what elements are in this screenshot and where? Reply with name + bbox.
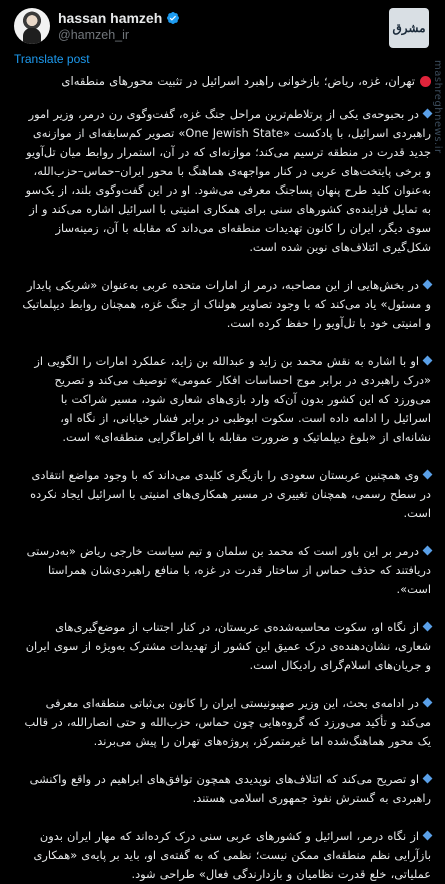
paragraph bbox=[22, 827, 431, 884]
paragraph-text: او تصریح می‌کند که ائتلاف‌های نوپدیدی همچون توافق‌های ابراهیم در واقع واکنشی راهبردی به گسترش نفوذ جمهوری اسلامی هستند. bbox=[29, 772, 431, 805]
paragraph-text: وی همچنین عربستان سعودی را بازیگری کلیدی می‌داند که با وجود مواضع انتقادی در سطح رسمی، همچنان تغییری در مسیر همکاری‌های امنیتی با اسرائیل ایجاد نکرده است. bbox=[30, 468, 431, 520]
paragraph-text: او با اشاره به نقش محمد بن زاید و عبدالله بن زاید، عملکرد امارات را الگویی از «درک راهبردی در برابر موج احساسات افکار عمومی» توصیف می‌کند و تصریح می‌ورزد که این کشور بدون آن‌که وارد بازی‌های شعاری شود، مسیر شراکت با اسرائیل را ادامه داده است. سکوت ابوظبی در برابر فشار خیابانی، از نگاه او، نشانه‌ای از «بلوغ دیپلماتیک و ضرورت مقابله با افراط‌گرایی منطقه‌ای» است. bbox=[34, 354, 431, 444]
post-title-line bbox=[22, 72, 431, 91]
avatar[interactable] bbox=[14, 8, 50, 44]
paragraph bbox=[22, 542, 431, 599]
blue-diamond-icon bbox=[423, 774, 433, 784]
paragraph-text: از نگاه او، سکوت محاسبه‌شده‌ی عربستان، در کنار اجتناب از موضع‌گیری‌های شعاری، نشان‌دهنده‌ی درک عمیق این کشور از تهدیدات مشترک به‌ویژه از سوی ایران و جریان‌های اسلام‌گرای رادیکال است. bbox=[25, 620, 431, 672]
red-circle-icon bbox=[420, 76, 431, 87]
translate-post-link[interactable]: Translate post bbox=[14, 52, 90, 66]
mashregh-logo: مشرق bbox=[389, 8, 429, 48]
paragraph bbox=[22, 694, 431, 751]
paragraph bbox=[22, 276, 431, 333]
blue-diamond-icon bbox=[423, 470, 433, 480]
paragraph bbox=[22, 105, 431, 257]
paragraph-text: در ادامه‌ی بحث، این وزیر صهیونیستی ایران را کانون بی‌ثباتی منطقه‌ای معرفی می‌کند و تأکید می‌ورزد که گروه‌هایی چون حماس، حزب‌الله و حتی انصارالله، در قالب یک محور هماهنگ‌شده اما غیرمتمرکز، پروژه‌های تهران را پیش می‌برند. bbox=[24, 696, 431, 748]
paragraph bbox=[22, 618, 431, 675]
paragraph-text: در بحبوحه‌ی یکی از پرتلاطم‌ترین مراحل جنگ غزه، گفت‌وگوی رن درمر، وزیر امور راهبردی اسرائیل، با پادکست «One Jewish State» تصویر کم‌سابقه‌ای از موازنه‌ی جدید قدرت در منطقه ترسیم می‌کند؛ موازنه‌ای که در آن، استمرار روابط میان تل‌آویو و برخی پایتخت‌های عربی در کنار مواجهه‌ی هماهنگ با محور ایران–حماس–حزب‌الله، به‌عنوان کلید طرح پنهان پساجنگ معرفی می‌شود. او در این گفت‌وگوی بلند، از یک‌سو به تمایل فزاینده‌ی کشورهای سنی برای همکاری امنیتی با اسرائیل اشاره می‌کند و از سوی دیگر، ایران را کانون تهدیدات منطقه‌ای می‌داند که مقابله با آن، زمینه‌ساز شکل‌گیری ائتلاف‌های نوین شده است. bbox=[25, 107, 431, 254]
post-header bbox=[14, 4, 431, 52]
author-display-name[interactable]: hassan hamzeh bbox=[58, 10, 163, 26]
blue-diamond-icon bbox=[423, 109, 433, 119]
paragraph bbox=[22, 770, 431, 808]
paragraph bbox=[22, 466, 431, 523]
author-name-row[interactable] bbox=[58, 10, 180, 26]
blue-diamond-icon bbox=[423, 546, 433, 556]
verified-badge-icon bbox=[166, 11, 180, 25]
blue-diamond-icon bbox=[423, 356, 433, 366]
blue-diamond-icon bbox=[423, 622, 433, 632]
blue-diamond-icon bbox=[423, 831, 433, 841]
author-handle[interactable]: @hamzeh_ir bbox=[58, 28, 130, 42]
post-title: تهران، غزه، ریاض؛ بازخوانی راهبرد اسرائیل در تثبیت محورهای منطقه‌ای bbox=[61, 74, 415, 88]
paragraph-text: در بخش‌هایی از این مصاحبه، درمر از امارات متحده عربی به‌عنوان «شریکی پایدار و مسئول» یاد می‌کند که با وجود تصاویر هولناک از جنگ غزه، همچنان روابط دیپلماتیک و امنیتی خود با تل‌آویو را حفظ کرده است. bbox=[22, 278, 431, 330]
site-watermark: mashreghnews.ir bbox=[432, 60, 443, 154]
blue-diamond-icon bbox=[423, 698, 433, 708]
blue-diamond-icon bbox=[423, 280, 433, 290]
paragraph bbox=[22, 352, 431, 447]
post-body bbox=[14, 72, 431, 884]
paragraph-text: درمر بر این باور است که محمد بن سلمان و تیم سیاست خارجی ریاض «به‌درستی دریافتند که حذف حماس از ساختار قدرت در غزه، با منافع راهبردی‌شان همراستا است». bbox=[26, 544, 431, 596]
paragraph-text: از نگاه درمر، اسرائیل و کشورهای عربی سنی درک کرده‌اند که مهار ایران بدون بازآرایی نظم منطقه‌ای ممکن نیست؛ نظمی که به گفته‌ی او، باید بر پایه‌ی «همکاری عملیاتی، خلع قدرت نظامیان و بازدارندگی فعال» طراحی شود. bbox=[33, 829, 431, 881]
